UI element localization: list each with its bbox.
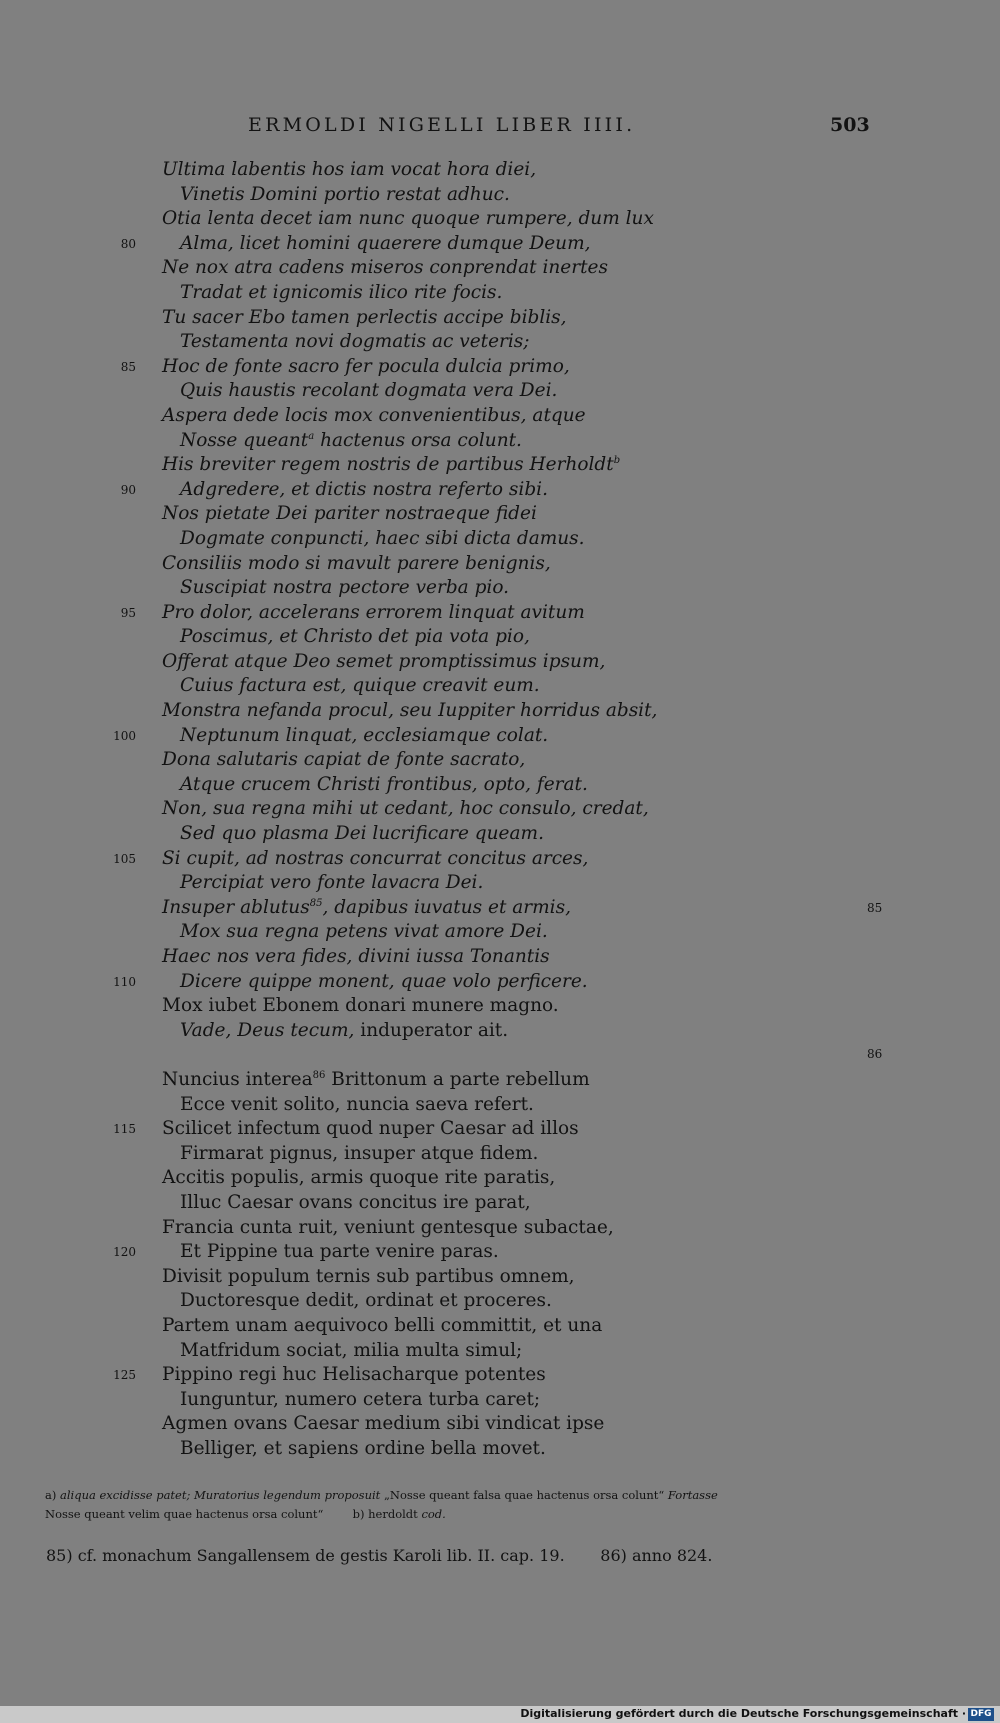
verse-line: [0, 1363, 1000, 1388]
verse-line: [0, 871, 1000, 896]
footnote-ref-margin: 85: [867, 900, 883, 915]
line-number: 120: [113, 1245, 136, 1260]
section-break: [0, 1043, 1000, 1068]
line-number: 85: [120, 359, 136, 374]
apparatus-a-quote: „Nosse queant falsa quae hactenus orsa colunt“: [380, 1488, 668, 1502]
verse-line: [0, 1314, 1000, 1339]
line-number: 125: [113, 1368, 136, 1383]
verse-text: Mox iubet Ebonem donari munere magno.: [162, 995, 559, 1017]
verse-line: [0, 1216, 1000, 1241]
verse-text: Ductoresque dedit, ordinat et proceres.: [180, 1290, 552, 1312]
verse-line: [0, 1289, 1000, 1314]
verse-text: Nos pietate Dei pariter nostraeque fidei: [162, 503, 537, 525]
verse-text: Non, sua regna mihi ut cedant, hoc consulo, credat,: [162, 798, 649, 820]
verse-text: Adgredere, et dictis nostra referto sibi.: [180, 478, 548, 500]
verse-line: [0, 1240, 1000, 1265]
footnote-marker: 86: [312, 1069, 326, 1081]
line-number: 105: [113, 851, 136, 866]
verse-line: [0, 945, 1000, 970]
verse-text: His breviter regem nostris de partibus Herholdt$^b$: [162, 454, 621, 476]
verse-line: [0, 896, 1000, 921]
verse-text: Scilicet infectum quod nuper Caesar ad illos: [162, 1118, 579, 1140]
verse-text: Mox sua regna petens vivat amore Dei.: [180, 921, 548, 943]
verse-line: [0, 1339, 1000, 1364]
verse-line: [0, 306, 1000, 331]
verse-text: Dicere quippe monent, quae volo perficere.: [180, 970, 588, 992]
verse-line: [0, 281, 1000, 306]
verse-text: Aspera dede locis mox convenientibus, atque: [162, 404, 586, 426]
verse-line: [0, 1068, 1000, 1093]
verse-line: [0, 502, 1000, 527]
verse-text: Pippino regi huc Helisacharque potentes: [162, 1364, 546, 1386]
verse-line: [0, 1437, 1000, 1462]
verse-line: [0, 847, 1000, 872]
verse-line: [0, 625, 1000, 650]
verse-text: Si cupit, ad nostras concurrat concitus arces,: [162, 847, 589, 869]
verse-text: Firmarat pignus, insuper atque fidem.: [180, 1142, 539, 1164]
verse-line: [0, 1093, 1000, 1118]
verse-line: [0, 478, 1000, 503]
verse-line: [0, 797, 1000, 822]
verse-line: [0, 256, 1000, 281]
verse-text: Offerat atque Deo semet promptissimus ipsum,: [162, 650, 606, 672]
footnotes: [46, 1546, 712, 1565]
verse-text: Consiliis modo si mavult parere benignis,: [162, 552, 551, 574]
verse-text: Testamenta novi dogmatis ac veteris;: [180, 331, 530, 353]
verse-line: [0, 158, 1000, 183]
verse-text: Cuius factura est, quique creavit eum.: [180, 675, 540, 697]
verse-text: Accitis populis, armis quoque rite paratis,: [162, 1167, 556, 1189]
verse-text: Iunguntur, numero cetera turba caret;: [180, 1388, 541, 1410]
verse-line: [0, 1265, 1000, 1290]
verse-text: Vade, Deus tecum, induperator ait.: [180, 1019, 509, 1041]
digitization-footer: [0, 1706, 1000, 1723]
verse-text: Belliger, et sapiens ordine bella movet.: [180, 1437, 546, 1459]
verse-text: Matfridum sociat, milia multa simul;: [180, 1339, 523, 1361]
verse-line: [0, 822, 1000, 847]
verse-text: Francia cunta ruit, veniunt gentesque subactae,: [162, 1216, 614, 1238]
running-title: ERMOLDI NIGELLI LIBER IIII.: [248, 114, 636, 136]
verse-line: [0, 183, 1000, 208]
verse-line: [0, 207, 1000, 232]
verse-text: Neptunum linquat, ecclesiamque colat.: [180, 724, 549, 746]
verse-text: Tu sacer Ebo tamen perlectis accipe biblis,: [162, 306, 567, 328]
critical-apparatus: [45, 1486, 865, 1524]
line-number: 80: [120, 236, 136, 251]
apparatus-b-cod: cod.: [421, 1507, 446, 1521]
verse-line: [0, 748, 1000, 773]
footnote-86: 86) anno 824.: [600, 1546, 713, 1565]
verse-line: [0, 453, 1000, 478]
apparatus-a-fortasse: Fortasse: [667, 1488, 718, 1502]
apparatus-a-line2: Nosse queant velim quae hactenus orsa colunt“: [45, 1507, 324, 1521]
verse-line: [0, 1117, 1000, 1142]
verse-line: [0, 355, 1000, 380]
page-number: 503: [830, 114, 870, 136]
verse-text: Insuper ablutus$^{85}$, dapibus iuvatus et armis,: [162, 896, 571, 918]
verse-line: [0, 330, 1000, 355]
verse-line: [0, 429, 1000, 454]
line-number: 90: [120, 482, 136, 497]
apparatus-a-label: a): [45, 1488, 57, 1502]
verse-line: [0, 601, 1000, 626]
verse-text: Monstra nefanda procul, seu Iuppiter horridus absit,: [162, 700, 658, 722]
verse-text: Ne nox atra cadens miseros conprendat inertes: [162, 257, 608, 279]
verse-text: Otia lenta decet iam nunc quoque rumpere, dum lux: [162, 208, 654, 230]
verse-line: [0, 1142, 1000, 1167]
verse-text: Percipiat vero fonte lavacra Dei.: [180, 872, 484, 894]
apparatus-b-label: b): [352, 1507, 365, 1521]
verse-text: Tradat et ignicomis ilico rite focis.: [180, 281, 503, 303]
verse-text: Poscimus, et Christo det pia vota pio,: [180, 626, 530, 648]
dfg-logo-icon: DFG: [968, 1708, 994, 1721]
verse-line: [0, 527, 1000, 552]
footnote-ref-margin: 86: [867, 1047, 883, 1062]
verse-text: Nuncius interea$^{86}$ Brittonum a parte rebellum: [162, 1068, 590, 1090]
verse-line: [0, 773, 1000, 798]
verse-text: Haec nos vera fides, divini iussa Tonantis: [162, 946, 550, 967]
verse-text: Quis haustis recolant dogmata vera Dei.: [180, 380, 558, 402]
apparatus-b-text: herdoldt: [368, 1507, 418, 1521]
verse-line: [0, 1019, 1000, 1044]
verse-text: Hoc de fonte sacro fer pocula dulcia primo,: [162, 355, 570, 377]
footnote-marker: a: [308, 430, 315, 442]
line-number: 95: [120, 605, 136, 620]
verse-text: Alma, licet homini quaerere dumque Deum,: [180, 232, 591, 254]
verse-line: [0, 1388, 1000, 1413]
verse-text: Agmen ovans Caesar medium sibi vindicat ipse: [162, 1413, 605, 1435]
verse-line: [0, 1166, 1000, 1191]
verse-line: [0, 404, 1000, 429]
footnote-marker: 85: [309, 897, 323, 909]
footnote-marker: b: [613, 455, 621, 467]
verse-text: Pro dolor, accelerans errorem linquat avitum: [162, 601, 585, 623]
verse-line: [0, 970, 1000, 995]
footnote-85: 85) cf. monachum Sangallensem de gestis Karoli lib. II. cap. 19.: [46, 1546, 565, 1565]
verse-line: [0, 994, 1000, 1019]
verse-text: Atque crucem Christi frontibus, opto, ferat.: [180, 773, 588, 795]
verse-text: Ecce venit solito, nuncia saeva refert.: [180, 1093, 534, 1115]
verse-text: Illuc Caesar ovans concitus ire parat,: [180, 1191, 531, 1213]
verse-text: Partem unam aequivoco belli committit, et una: [162, 1314, 603, 1336]
footer-text: Digitalisierung gefördert durch die Deutsche Forschungsgemeinschaft ·: [520, 1707, 966, 1720]
verse-line: [0, 920, 1000, 945]
verse-line: [0, 232, 1000, 257]
line-number: 115: [113, 1122, 136, 1137]
verse-text: Dogmate conpuncti, haec sibi dicta damus.: [180, 527, 585, 549]
verse-text: Dona salutaris capiat de fonte sacrato,: [162, 749, 526, 771]
verse-line: [0, 674, 1000, 699]
verse-line: [0, 1191, 1000, 1216]
verse-line: [0, 552, 1000, 577]
verse-text: Divisit populum ternis sub partibus omnem,: [162, 1265, 575, 1287]
line-number: 100: [113, 728, 136, 743]
verse-text: Suscipiat nostra pectore verba pio.: [180, 577, 510, 599]
line-number: 110: [113, 974, 136, 989]
verse-text: Vinetis Domini portio restat adhuc.: [180, 183, 510, 205]
verse-text: Ultima labentis hos iam vocat hora diei,: [162, 159, 537, 180]
verse-line: [0, 724, 1000, 749]
apparatus-a-italic: aliqua excidisse patet; Muratorius legendum proposuit: [60, 1488, 381, 1502]
verse-text: Nosse queant$^a$ hactenus orsa colunt.: [180, 429, 522, 451]
verse-line: [0, 1412, 1000, 1437]
page-header: [0, 114, 1000, 144]
verse-text: Sed quo plasma Dei lucrificare queam.: [180, 823, 544, 845]
verse-line: [0, 379, 1000, 404]
verse-line: [0, 650, 1000, 675]
verse-text: Et Pippine tua parte venire paras.: [180, 1241, 499, 1263]
verse-block: [0, 158, 1000, 1461]
verse-line: [0, 576, 1000, 601]
verse-line: [0, 699, 1000, 724]
